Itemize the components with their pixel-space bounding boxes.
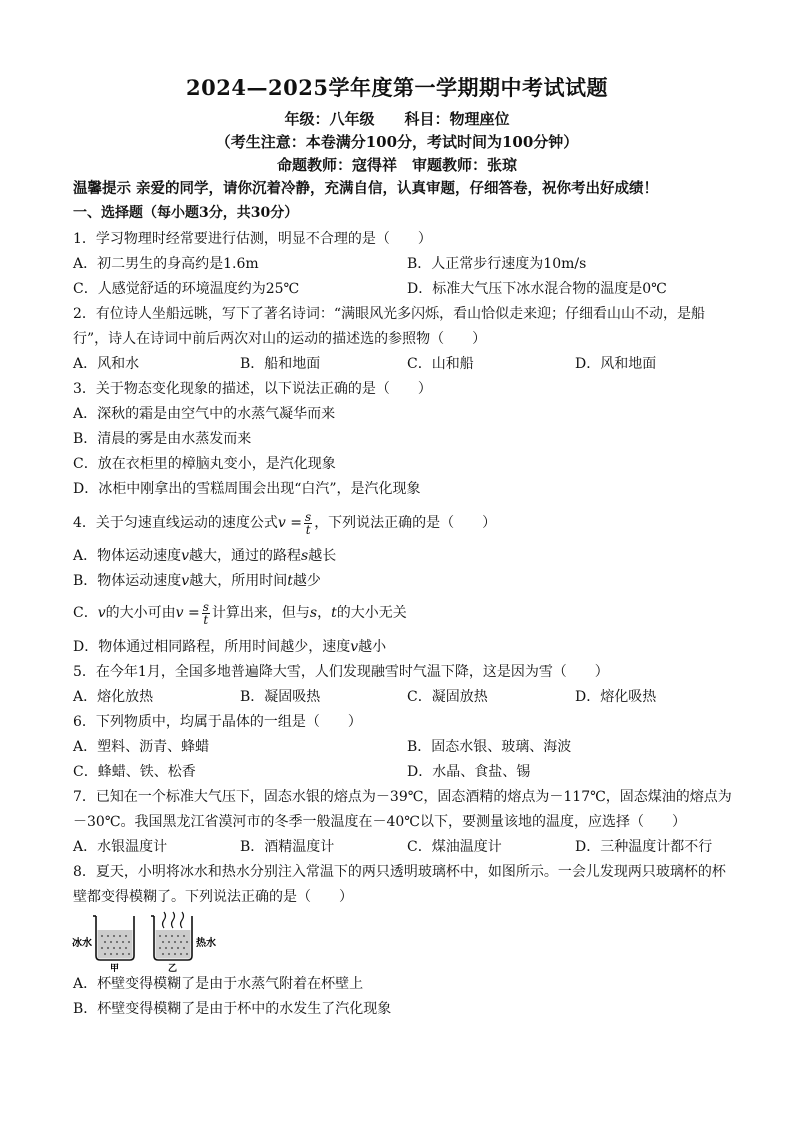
- q4-stem-pre: 4．关于匀速直线运动的速度公式: [73, 515, 278, 531]
- q3-option-c: C．放在衣柜里的樟脑丸变小，是汽化现象: [73, 456, 336, 472]
- q6-option-b: B．固态水银、玻璃、海波: [407, 739, 572, 755]
- q4-c-pre: C．: [73, 605, 98, 621]
- fraction-denominator: t: [305, 522, 311, 537]
- q5-option-a: A．熔化放热: [73, 689, 154, 705]
- q6-stem: 6．下列物质中，均属于晶体的一组是（ ）: [73, 714, 362, 730]
- q4-b-pre: B．物体运动速度: [73, 573, 182, 589]
- var-v: v: [181, 548, 190, 564]
- beakers-figure: [72, 910, 232, 972]
- var-t: t: [287, 573, 293, 589]
- q4-option-b: [73, 571, 321, 591]
- q8-option-a: A．杯壁变得模糊了是由于水蒸气附着在杯壁上: [73, 976, 364, 992]
- q1-option-d: D．标准大气压下冰水混合物的温度是0℃: [407, 281, 667, 297]
- q2-stem-line1: 2．有位诗人坐船远眺，写下了著名诗词：“满眼风光多闪烁，看山恰似走来迎；仔细看山山不动，是船: [73, 306, 706, 322]
- fig-label-cold: 冰水: [72, 938, 92, 949]
- var-v: v: [181, 573, 190, 589]
- cold-water-beaker: [93, 916, 134, 960]
- var-v: v: [97, 605, 106, 621]
- q6-option-d: D．水晶、食盐、锡: [407, 764, 531, 780]
- q4-stem-post: ，下列说法正确的是（ ）: [314, 515, 497, 531]
- q2-stem-line2: 行”，诗人在诗词中前后两次对山的运动的描述选的参照物（ ）: [73, 331, 487, 347]
- q3-option-d: D．冰柜中刚拿出的雪糕周围会出现“白汽”，是汽化现象: [73, 481, 421, 497]
- q2-option-a: A．风和水: [73, 356, 140, 372]
- q5-option-b: B．凝固吸热: [240, 689, 321, 705]
- q4-b-mid: 越大，所用时间: [189, 573, 288, 589]
- q2-option-c: C．山和船: [407, 356, 474, 372]
- grade-subject-line: 年级：八年级 科目：物理座位: [284, 110, 510, 128]
- q4-d-post: 越小: [358, 639, 387, 655]
- q4-stem: [73, 510, 496, 536]
- fraction-numerator: s: [305, 509, 312, 524]
- fig-label-jia: 甲: [110, 964, 120, 972]
- section-heading: 一、选择题（每小题3分，共30分）: [73, 205, 299, 221]
- q8-stem-line2: 壁都变得模糊了。下列说法正确的是（ ）: [73, 889, 353, 905]
- q3-option-b: B．清晨的雾是由水蒸发而来: [73, 431, 252, 447]
- q5-stem: 5．在今年1月，全国多地普遍降大雪，人们发现融雪时气温下降，这是因为雪（ ）: [73, 664, 609, 680]
- q4-c-mid2: 计算出来，但与: [211, 605, 310, 621]
- warm-tip: 温馨提示 亲爱的同学，请你沉着冷静，充满自信，认真审题，仔细答卷，祝你考出好成绩！: [73, 180, 659, 197]
- q7-option-c: C．煤油温度计: [407, 839, 502, 855]
- q7-option-b: B．酒精温度计: [240, 839, 335, 855]
- var-t: t: [331, 605, 337, 621]
- q6-option-a: A．塑料、沥青、蜂蜡: [73, 739, 210, 755]
- q4-option-d: [73, 637, 386, 657]
- formula-fraction: [304, 511, 312, 536]
- var-v: v: [350, 639, 359, 655]
- q4-d-pre: D．物体通过相同路程，所用时间越少，速度: [73, 639, 351, 655]
- q1-option-c: C．人感觉舒适的环境温度约为25℃: [73, 281, 300, 297]
- fig-label-hot: 热水: [196, 938, 216, 949]
- q4-c-post: 的大小无关: [336, 605, 407, 621]
- q2-option-b: B．船和地面: [240, 356, 321, 372]
- q7-option-a: A．水银温度计: [73, 839, 168, 855]
- q4-c-mid: 的大小可由: [105, 605, 176, 621]
- q8-option-b: B．杯壁变得模糊了是由于杯中的水发生了汽化现象: [73, 1001, 392, 1017]
- q1-option-a: A．初二男生的身高约是1.6m: [73, 256, 259, 272]
- q4-b-post: 越少: [292, 573, 321, 589]
- q1-stem: 1．学习物理时经常要进行估测，明显不合理的是（ ）: [73, 231, 432, 247]
- teachers-line: 命题教师：寇得祥 审题教师：张琼: [276, 156, 517, 174]
- q3-option-a: A．深秋的霜是由空气中的水蒸气凝华而来: [73, 406, 336, 422]
- q5-option-c: C．凝固放热: [407, 689, 488, 705]
- q4-a-mid: 越大，通过的路程: [189, 548, 302, 564]
- var-s: s: [309, 605, 318, 621]
- steam-icon: [163, 912, 184, 928]
- formula-fraction: [202, 601, 210, 626]
- formula-eq: v =: [175, 605, 200, 621]
- exam-note: （考生注意：本卷满分100分，考试时间为100分钟）: [215, 133, 579, 151]
- q5-option-d: D．熔化吸热: [575, 689, 657, 705]
- q3-stem: 3．关于物态变化现象的描述，以下说法正确的是（ ）: [73, 381, 432, 397]
- hot-water-beaker: [151, 912, 192, 960]
- q7-stem-line1: 7．已知在一个标准大气压下，固态水银的熔点为－39℃，固态酒精的熔点为－117℃，固态煤油的熔点为: [73, 789, 732, 805]
- exam-title: 2024—2025学年度第一学期期中考试试题: [186, 75, 608, 100]
- q2-option-d: D．风和地面: [575, 356, 657, 372]
- formula-eq: v =: [277, 515, 303, 531]
- q4-a-pre: A．物体运动速度: [73, 548, 182, 564]
- q4-option-c: [73, 600, 407, 626]
- q7-stem-line2: －30℃。我国黑龙江省漠河市的冬季一般温度在－40℃以下，要测量该地的温度，应选择（ ）: [73, 814, 686, 830]
- fraction-denominator: t: [203, 612, 209, 627]
- q1-option-b: B．人正常步行速度为10m/s: [407, 256, 587, 272]
- q7-option-d: D．三种温度计都不行: [575, 839, 713, 855]
- q4-option-a: [73, 546, 336, 566]
- var-s: s: [301, 548, 309, 564]
- q6-option-c: C．蜂蜡、铁、松香: [73, 764, 196, 780]
- fraction-numerator: s: [202, 599, 209, 614]
- comma: ，: [317, 605, 332, 621]
- fig-label-yi: 乙: [168, 964, 178, 972]
- q8-stem-line1: 8．夏天，小明将冰水和热水分别注入常温下的两只透明玻璃杯中，如图所示。一会儿发现两只玻璃杯的杯: [73, 864, 726, 880]
- q4-a-post: 越长: [308, 548, 337, 564]
